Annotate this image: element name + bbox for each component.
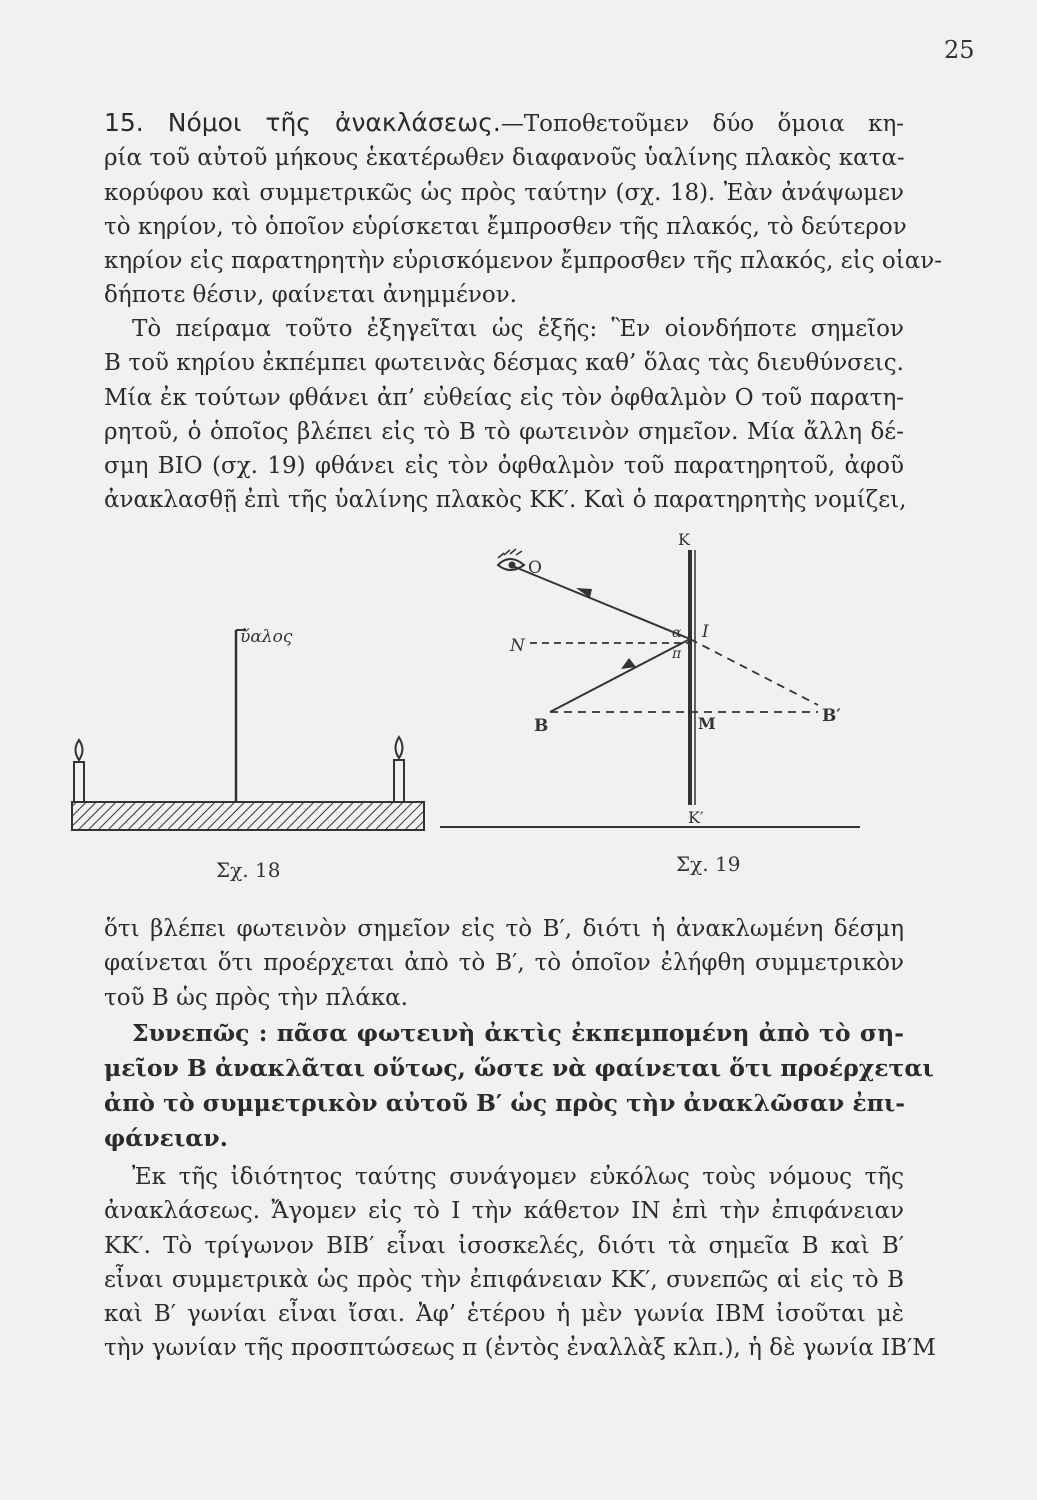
virtual-ray xyxy=(690,639,818,705)
glass-plate xyxy=(236,630,246,802)
label-i: Ι xyxy=(702,622,709,642)
intro-paragraph xyxy=(104,106,943,313)
angle-p-label: π xyxy=(672,646,682,662)
table-base xyxy=(72,802,424,830)
conclusion-paragraph xyxy=(104,1016,934,1156)
text-line: φαίνεται ὅτι προέρχεται ἀπὸ τὸ Β′, τὸ ὁποῖον ἐλήφθη συμμετρικὸν xyxy=(104,950,904,977)
figure-19 xyxy=(440,525,920,845)
angle-a-label: α xyxy=(672,625,682,641)
text-line: κορύφου καὶ συμμετρικῶς ὡς πρὸς ταύτην (σχ. 18). Ἐὰν ἀνάψωμεν xyxy=(104,179,904,206)
label-m: Μ xyxy=(698,714,716,733)
final-paragraph xyxy=(104,1160,936,1366)
text-line: τὴν γωνίαν τῆς προσπτώσεως π (ἐντὸς ἐναλλὰξ κλπ.), ἡ δὲ γωνία ΙΒ′Μ xyxy=(104,1335,936,1362)
text-line: ἀνακλασθῇ ἐπὶ τῆς ὑαλίνης πλακὸς ΚΚ′. Καὶ ὁ παρατηρητὴς νομίζει, xyxy=(104,487,907,514)
label-b: Β xyxy=(534,716,549,736)
text-line: ὅτι βλέπει φωτεινὸν σημεῖον εἰς τὸ Β′, διότι ἡ ἀνακλωμένη δέσμη xyxy=(104,916,904,942)
glass-label: ὕαλος xyxy=(240,627,293,647)
text-line: δήποτε θέσιν, φαίνεται ἀνημμένον. xyxy=(104,282,517,309)
candle-right xyxy=(394,737,404,802)
figure-19-caption: Σχ. 19 xyxy=(676,852,741,876)
section-heading: 15. Νόμοι τῆς ἀνακλάσεως. xyxy=(104,108,501,137)
text-line: τοῦ Β ὡς πρὸς τὴν πλάκα. xyxy=(104,984,408,1011)
candle-left xyxy=(74,740,84,802)
text-line: Τὸ πείραμα τοῦτο ἐξηγεῖται ὡς ἑξῆς: Ἓν οἱονδήποτε σημεῖον xyxy=(132,316,904,342)
text-line: ΚΚ′. Τὸ τρίγωνον ΒΙΒ′ εἶναι ἰσοσκελές, διότι τὰ σημεῖα Β καὶ Β′ xyxy=(104,1232,904,1259)
bold-line: μεῖον Β ἀνακλᾶται οὕτως, ὥστε νὰ φαίνεται ὅτι προέρχεται xyxy=(104,1054,934,1082)
label-o: Ο xyxy=(528,558,542,578)
after-paragraph xyxy=(104,912,904,1015)
text-line: τὸ κηρίον, τὸ ὁποῖον εὑρίσκεται ἔμπροσθεν τῆς πλακός, τὸ δεύτερον xyxy=(104,213,907,240)
text-line: σμη ΒΙΟ (σχ. 19) φθάνει εἰς τὸν ὀφθαλμὸν τοῦ παρατηρητοῦ, ἀφοῦ xyxy=(104,453,904,480)
label-k-prime: Κ′ xyxy=(688,808,704,827)
incident-ray xyxy=(550,639,690,712)
bold-line: Συνεπῶς : πᾶσα φωτεινὴ ἀκτὶς ἐκπεμπομένη ἀπὸ τὸ ση- xyxy=(132,1019,904,1047)
bold-line: φάνειαν. xyxy=(104,1124,228,1152)
figure-18-caption: Σχ. 18 xyxy=(216,858,281,882)
text-line: καὶ Β′ γωνίαι εἶναι ἴσαι. Ἀφ’ ἑτέρου ἡ μὲν γωνία ΙΒΜ ἰσοῦται μὲ xyxy=(104,1301,904,1328)
text-line: κηρίον εἰς παρατηρητὴν εὑρισκόμενον ἔμπροσθεν τῆς πλακός, εἰς οἱαν- xyxy=(104,248,943,275)
text-line: εἶναι συμμετρικὰ ὡς πρὸς τὴν ἐπιφάνειαν ΚΚ′, συνεπῶς αἱ εἰς τὸ Β xyxy=(104,1266,904,1293)
label-k: Κ xyxy=(678,530,690,549)
figure-18 xyxy=(60,600,440,840)
eye-icon xyxy=(498,549,524,570)
label-b-prime: Β′ xyxy=(822,706,841,726)
text-line: ἀνακλάσεως. Ἄγομεν εἰς τὸ Ι τὴν κάθετον ΙΝ ἐπὶ τὴν ἐπιφάνειαν xyxy=(104,1198,904,1225)
text-line: Β τοῦ κηρίου ἐκπέμπει φωτεινὰς δέσμας καθ’ ὅλας τὰς διευθύνσεις. xyxy=(104,350,904,377)
explain-paragraph xyxy=(104,312,907,518)
label-n: Ν xyxy=(510,636,525,656)
intro-first-line: 15. Νόμοι τῆς ἀνακλάσεως.—Τοποθετοῦμεν δύο ὅμοια κη- xyxy=(104,108,904,137)
bold-line: ἀπὸ τὸ συμμετρικὸν αὐτοῦ Β′ ὡς πρὸς τὴν ἀνακλῶσαν ἐπι- xyxy=(104,1089,906,1117)
page-number: 25 xyxy=(944,36,975,64)
text-line: ρητοῦ, ὁ ὁποῖος βλέπει εἰς τὸ Β τὸ φωτεινὸν σημεῖον. Μία ἄλλη δέ- xyxy=(104,418,904,445)
text-line: ρία τοῦ αὐτοῦ μήκους ἑκατέρωθεν διαφανοῦς ὑαλίνης πλακὸς κατα- xyxy=(104,145,905,172)
text-line: Μία ἐκ τούτων φθάνει ἀπ’ εὐθείας εἰς τὸν ὀφθαλμὸν Ο τοῦ παρατη- xyxy=(104,384,904,411)
text-line: Ἐκ τῆς ἰδιότητος ταύτης συνάγομεν εὐκόλως τοὺς νόμους τῆς xyxy=(132,1164,904,1190)
